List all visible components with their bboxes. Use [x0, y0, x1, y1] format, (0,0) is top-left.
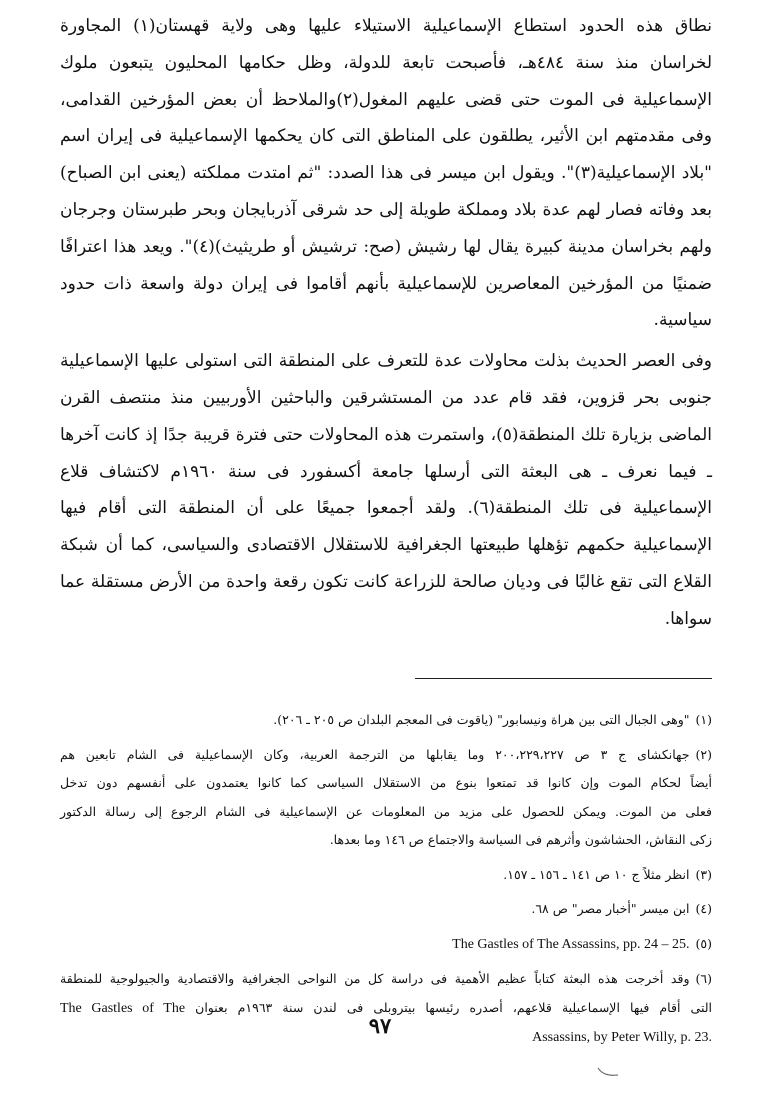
footnote-5-number: (٥) [695, 935, 712, 951]
footnote-6-title-end: Assassins, by Peter Willy, p. 23. [532, 1030, 712, 1045]
footnotes [60, 706, 712, 1059]
footnote-5-reference: The Gastles of The Assassins, pp. 24 – 25. [452, 936, 690, 952]
footnote-2-line-3: فعلى من الموت. ويمكن للحصول على مزيد من المعلومات عن الإسماعيلية فى الشام الرجوع إلى رسالة الدكتور [60, 803, 712, 819]
footnote-6-text-2: التى أقام فيها الإسماعيلية قلاعهم، أصدره رئيسها بيتروبلى فى لندن سنة ١٩٦٣م بعنوان [195, 999, 712, 1015]
body-paragraph-2: وفى العصر الحديث بذلت محاولات عدة للتعرف على المنطقة التى استولى عليها الإسماعيلية جنوبى بحر قزوين، فقد قام عدد من المستشرقين والباحثين الأوربيين منذ منتصف القرن الماضى بزيارة تلك المنطقة(٥)، واستمرت هذه المحاولات حتى فترة قريبة جدًا إذ كانت آخرها ـ فيما نعرف ـ هى البعثة التى أرسلها جامعة أكسفورد فى سنة ١٩٦٠م لاكتشاف قلاع الإسماعيلية فى تلك المنطقة(٦). ولقد أجمعوا جميعًا على أن المنطقة التى أقام فيها الإسماعيلية حكمهم تؤهلها طبيعتها الجغرافية للاستقلال الاقتصادى والسياسى، كما أن شبكة القلاع التى تقع غالبًا فى وديان صالحة للزراعة كانت تكون رقعة واحدة من الأرض مستقلة عما سواها. [60, 351, 712, 629]
footnote-4 [60, 895, 712, 924]
footnote-4-text: ابن ميسر "أخبار مصر" ص ٦٨. [531, 901, 690, 916]
footnote-1-text: "وهى الجبال التى بين هراة ونيسابور" (ياقوت فى المعجم البلدان ص ٢٠٥ ـ ٢٠٦). [273, 712, 690, 727]
footnote-2-number: (٢) [695, 746, 713, 762]
footnote-3-text: انظر مثلاً ج ١٠ ص ١٤١ ـ ١٥٦ ـ ١٥٧. [503, 866, 690, 882]
body-paragraph-1: نطاق هذه الحدود استطاع الإسماعيلية الاستيلاء عليها وهى ولاية قهستان(١) المجاورة لخراسان منذ سنة ٤٨٤هـ، فأصبحت تابعة للدولة، وظل حكامها المحليون يتبعون ملوك الإسماعيلية فى الموت حتى قضى عليهم المغول(٢)والملاحظ أن بعض المؤرخين القدامى، وفى مقدمتهم ابن الأثير، يطلقون على المناطق التى كان يحكمها الإسماعيلية فى إيران اسم "بلاد الإسماعيلية(٣)". ويقول ابن ميسر فى هذا الصدد: "ثم امتدت مملكته (يعنى ابن الصباح) بعد وفاته فصار لهم عدة بلاد ومملكة طويلة إلى حد شرقى آذربايجان وبحر طبرستان وجرجان ولهم بخراسان مدينة كبيرة يقال لها رشيش (صح: ترشيش أو طريثيث)(٤)". ويعد هذا اعترافًا ضمنيًا من المؤرخين المعاصرين للإسماعيلية بأنهم أقاموا فى إيران دولة واسعة ذات حدود سياسية. [60, 16, 712, 331]
footnote-1-number: (١) [695, 712, 712, 727]
footnote-5 [60, 930, 712, 960]
footnote-2-text-1: جهانكشاى ج ٣ ص ٢٠٠،٢٢٩،٢٢٧ وما يقابلها من الترجمة العربية، وكان الإسماعيلية فى الشام تابعين هم [60, 746, 690, 762]
footnote-6-line-1 [60, 965, 712, 994]
footnote-2-line-2: أيضاً لحكام الموت وإن كانوا قد تمتعوا بنوع من الاستقلال السياسى كما كانوا يعتمدون على أنفسهم دون تدخل [60, 775, 712, 790]
main-text [60, 8, 712, 638]
footnote-6-title-start: The Gastles of The [60, 1000, 186, 1016]
footnote-2-line-1 [60, 741, 712, 770]
footnote-3-number: (٣) [695, 866, 712, 882]
footnote-6 [60, 965, 712, 1053]
scan-mark-icon [596, 1066, 620, 1078]
page-number: ٩٧ [368, 1013, 392, 1038]
footnote-separator [415, 678, 712, 679]
footnote-4-number: (٤) [695, 901, 712, 916]
footnote-2 [60, 741, 712, 855]
footnote-6-text-1: وقد أخرجت هذه البعثة كتاباً عظيم الأهمية فى دراسة كل من النواحى الجغرافية والاقتصادية والجيولوجية للمنطقة [60, 971, 690, 986]
footnote-1 [60, 706, 712, 735]
footnote-3 [60, 861, 712, 890]
footnote-6-number: (٦) [695, 971, 712, 986]
footnote-2-line-4: زكى النقاش، الحشاشون وأثرهم فى السياسة والاجتماع ص ١٤٦ وما بعدها. [329, 832, 712, 847]
